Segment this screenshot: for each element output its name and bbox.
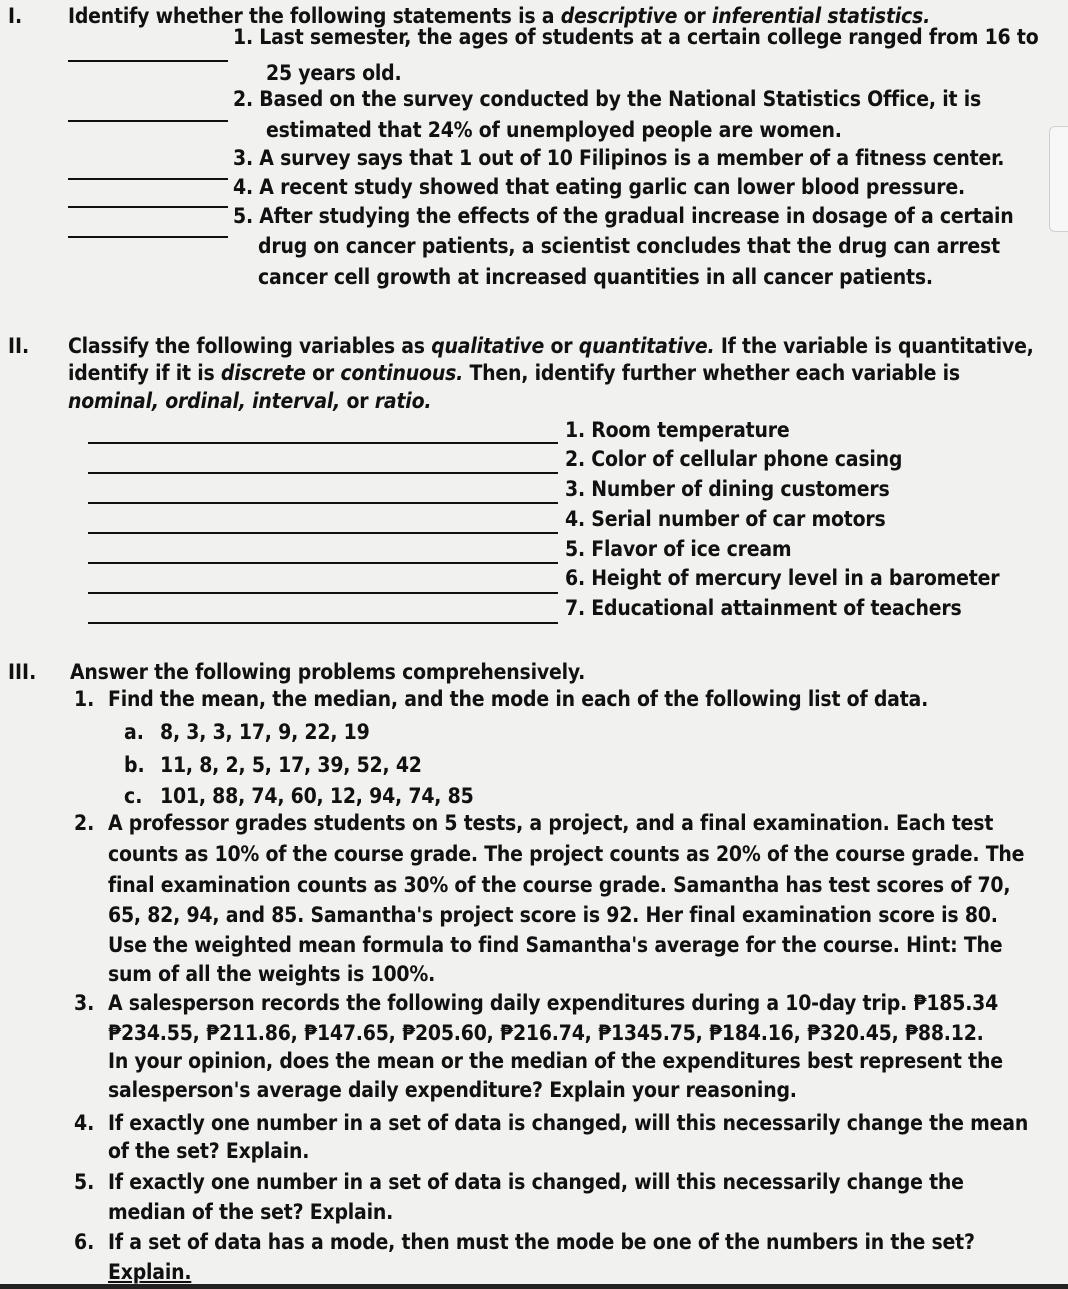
- problem-4-line2: of the set? Explain.: [108, 1139, 310, 1163]
- answer-blank-2-2[interactable]: [88, 472, 558, 474]
- problem-5-line1: If exactly one number in a set of data is changed, will this necessarily change the: [108, 1170, 964, 1194]
- s2-item-2: 2. Color of cellular phone casing: [565, 447, 903, 471]
- problem-3-line1: A salesperson records the following daily expenditures during a 10-day trip. ₱185.34: [108, 991, 999, 1015]
- problem-2-line4: 65, 82, 94, and 85. Samantha's project score is 92. Her final examination score is 80.: [108, 903, 998, 927]
- section-2-instruction-line3: [68, 388, 431, 414]
- section-3-title: Answer the following problems comprehensively.: [70, 660, 586, 684]
- s2-item-7: 7. Educational attainment of teachers: [565, 596, 962, 620]
- p1-item-c-letter: c.: [124, 784, 143, 808]
- s1-item-2-line2: estimated that 24% of unemployed people are women.: [266, 118, 842, 142]
- term-ratio: ratio.: [374, 389, 432, 413]
- instr-or: or: [305, 361, 341, 385]
- instr-text: Classify the following variables as: [68, 334, 432, 358]
- instr-text: identify if it is: [68, 361, 221, 385]
- answer-blank-2-7[interactable]: [88, 622, 558, 624]
- problem-2-line1: A professor grades students on 5 tests, a project, and a final examination. Each test: [108, 811, 994, 835]
- p1-item-a-letter: a.: [124, 720, 144, 744]
- p1-item-b-data: 11, 8, 2, 5, 17, 39, 52, 42: [160, 753, 422, 777]
- s1-item-5-line1: 5. After studying the effects of the gradual increase in dosage of a certain: [233, 204, 1014, 228]
- instr-text: If the variable is quantitative,: [714, 334, 1034, 358]
- s2-item-1: 1. Room temperature: [565, 418, 790, 442]
- term-continuous: continuous.: [340, 361, 464, 385]
- problem-4-number: 4.: [74, 1111, 95, 1135]
- section-2-roman: II.: [8, 334, 30, 358]
- s2-item-6: 6. Height of mercury level in a barometer: [565, 566, 1000, 590]
- p1-item-a-data: 8, 3, 3, 17, 9, 22, 19: [160, 720, 370, 744]
- problem-4-line1: If exactly one number in a set of data is changed, will this necessarily change the mean: [108, 1111, 1029, 1135]
- term-inferential: inferential statistics.: [711, 4, 931, 28]
- problem-2-line3: final examination counts as 30% of the course grade. Samantha has test scores of 70,: [108, 873, 1011, 897]
- problem-3-number: 3.: [74, 991, 95, 1015]
- instr-text: Then, identify further whether each variable is: [463, 361, 960, 385]
- problem-3-line3: In your opinion, does the mean or the median of the expenditures best represent the: [108, 1049, 1003, 1073]
- answer-blank-2-1[interactable]: [88, 442, 558, 444]
- instr-or: or: [544, 334, 579, 358]
- problem-5-number: 5.: [74, 1170, 95, 1194]
- section-2-instruction-line2: [68, 360, 960, 386]
- section-3-roman: III.: [8, 660, 37, 684]
- instruction-text: Identify whether the following statements is a: [68, 4, 561, 28]
- answer-blank-2-6[interactable]: [88, 592, 558, 594]
- answer-blank-2-3[interactable]: [88, 502, 558, 504]
- problem-2-number: 2.: [74, 811, 95, 835]
- s1-item-3-line1: 3. A survey says that 1 out of 10 Filipinos is a member of a fitness center.: [233, 146, 1005, 170]
- instr-or: or: [340, 389, 375, 413]
- problem-2-line2: counts as 10% of the course grade. The project counts as 20% of the course grade. The: [108, 842, 1025, 866]
- problem-3-line2: ₱234.55, ₱211.86, ₱147.65, ₱205.60, ₱216.74, ₱1345.75, ₱184.16, ₱320.45, ₱88.12.: [108, 1021, 984, 1045]
- bottom-edge-bar: [0, 1284, 1068, 1289]
- s2-item-5: 5. Flavor of ice cream: [565, 537, 792, 561]
- term-descriptive: descriptive: [560, 4, 678, 28]
- term-qualitative: qualitative: [431, 334, 545, 358]
- answer-blank-1-4[interactable]: [68, 206, 228, 208]
- section-1-roman: I.: [8, 4, 23, 28]
- p1-item-b-letter: b.: [124, 753, 145, 777]
- s2-item-3: 3. Number of dining customers: [565, 477, 890, 501]
- problem-6-number: 6.: [74, 1230, 95, 1254]
- s1-item-1-line2: 25 years old.: [266, 61, 402, 85]
- instruction-or: or: [677, 4, 712, 28]
- problem-3-line4: salesperson's average daily expenditure? Explain your reasoning.: [108, 1078, 797, 1102]
- s1-item-1-line1: 1. Last semester, the ages of students at a certain college ranged from 16 to: [233, 25, 1039, 49]
- problem-2-line6: sum of all the weights is 100%.: [108, 962, 436, 986]
- answer-blank-2-5[interactable]: [88, 562, 558, 564]
- answer-blank-2-4[interactable]: [88, 532, 558, 534]
- problem-2-line5: Use the weighted mean formula to find Samantha's average for the course. Hint: The: [108, 933, 1003, 957]
- problem-1-number: 1.: [74, 687, 95, 711]
- s1-item-5-line3: cancer cell growth at increased quantities in all cancer patients.: [258, 265, 933, 289]
- s2-item-4: 4. Serial number of car motors: [565, 507, 886, 531]
- answer-blank-1-3[interactable]: [68, 178, 228, 180]
- term-discrete: discrete: [220, 361, 306, 385]
- answer-blank-1-2[interactable]: [68, 120, 228, 122]
- s1-item-4-line1: 4. A recent study showed that eating garlic can lower blood pressure.: [233, 175, 966, 199]
- p1-item-c-data: 101, 88, 74, 60, 12, 94, 74, 85: [160, 784, 474, 808]
- s1-item-2-line1: 2. Based on the survey conducted by the National Statistics Office, it is: [233, 87, 982, 111]
- section-2-instruction-line1: [68, 333, 1034, 359]
- term-quantitative: quantitative.: [578, 334, 715, 358]
- problem-6-line1: If a set of data has a mode, then must the mode be one of the numbers in the set?: [108, 1230, 975, 1254]
- problem-5-line2: median of the set? Explain.: [108, 1200, 394, 1224]
- term-levels: nominal, ordinal, interval,: [68, 389, 341, 413]
- answer-blank-1-5[interactable]: [68, 236, 228, 238]
- problem-6-line2: Explain.: [108, 1260, 192, 1284]
- answer-blank-1-1[interactable]: [68, 60, 228, 62]
- scroll-handle[interactable]: [1049, 126, 1068, 232]
- problem-1-text: Find the mean, the median, and the mode in each of the following list of data.: [108, 687, 929, 711]
- s1-item-5-line2: drug on cancer patients, a scientist concludes that the drug can arrest: [258, 234, 1000, 258]
